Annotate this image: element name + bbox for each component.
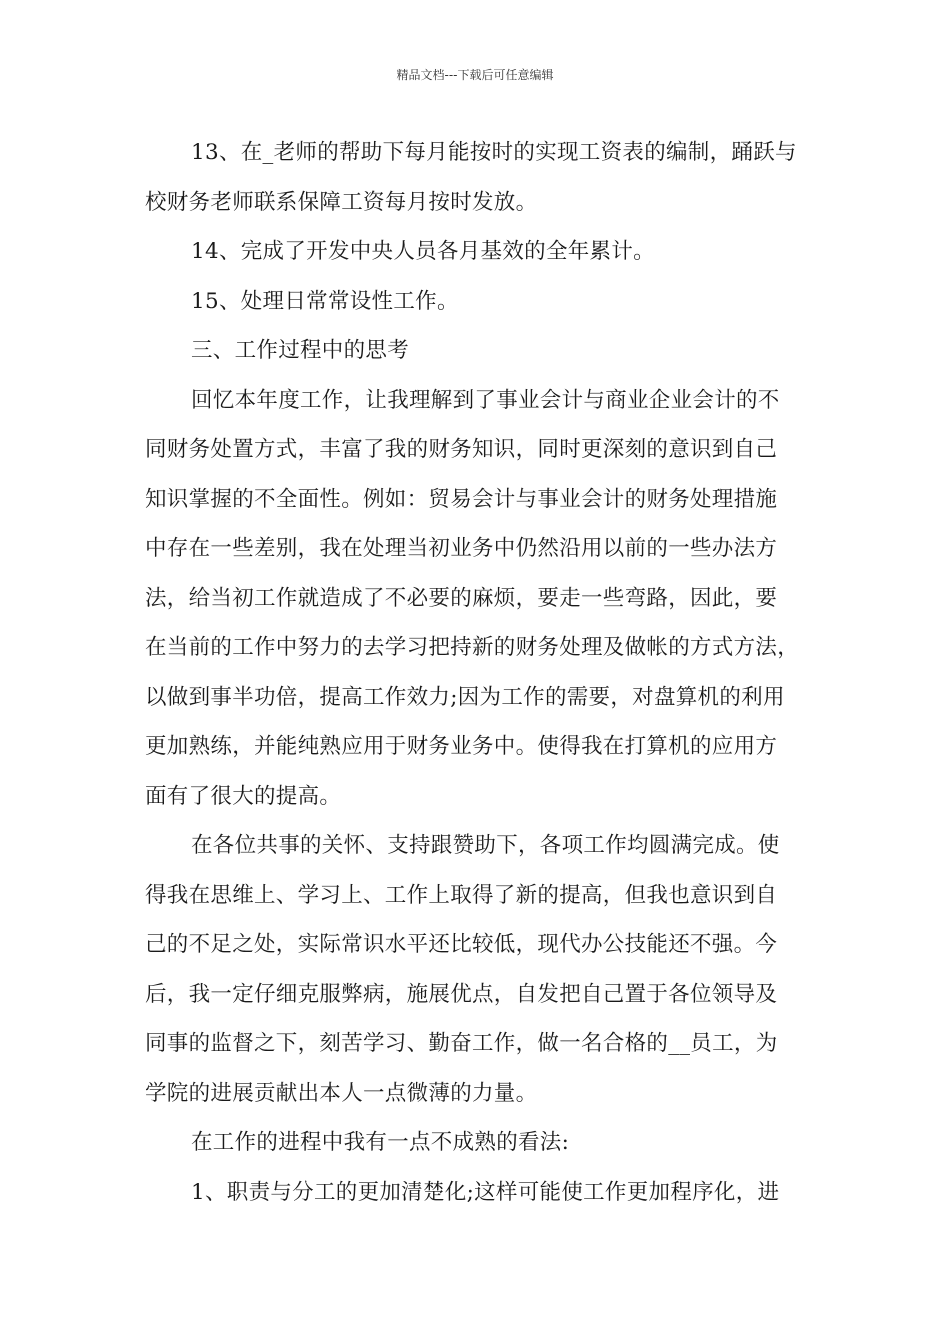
text-line: 同财务处置方式，丰富了我的财务知识，同时更深刻的意识到自己 [145,437,778,462]
section-heading: 三、工作过程中的思考 [191,338,410,363]
text-line: 15、处理日常常设性工作。 [191,288,459,314]
text-line: 己的不足之处，实际常识水平还比较低，现代办公技能还不强。今 [145,932,778,957]
text-line: 13、在_老师的帮助下每月能按时的实现工资表的编制，踊跃与 [191,140,797,165]
text-line: 同事的监督之下，刻苦学习、勤奋工作，做一名合格的__员工，为 [145,1031,778,1056]
text-line: 得我在思维上、学习上、工作上取得了新的提高，但我也意识到自 [145,882,778,908]
text-line: 更加熟练，并能纯熟应用于财务业务中。使得我在打算机的应用方 [145,734,778,759]
text-line: 校财务老师联系保障工资每月按时发放。 [145,189,538,215]
document-body [145,128,815,1217]
text-line: 后，我一定仔细克服弊病，施展优点，自发把自己置于各位领导及 [145,981,778,1007]
text-line: 中存在一些差别，我在处理当初业务中仍然沿用以前的一些办法方 [145,536,778,561]
text-line: 1、职责与分工的更加清楚化;这样可能使工作更加程序化，进 [191,1179,780,1205]
text-line: 学院的进展贡献出本人一点微薄的力量。 [145,1080,538,1106]
text-line: 14、完成了开发中央人员各月基效的全年累计。 [191,239,655,264]
text-line: 回忆本年度工作，让我理解到了事业会计与商业企业会计的不 [191,387,780,413]
text-line: 在各位共事的关怀、支持跟赞助下，各项工作均圆满完成。使 [191,833,780,858]
text-line: 知识掌握的不全面性。例如：贸易会计与事业会计的财务处理措施 [145,486,778,512]
text-line: 面有了很大的提高。 [145,783,342,809]
text-line: 在当前的工作中努力的去学习把持新的财务处理及做帐的方式方法， [145,635,800,660]
text-line: 法，给当初工作就造成了不必要的麻烦，要走一些弯路，因此，要 [145,585,778,611]
text-line: 在工作的进程中我有一点不成熟的看法: [191,1130,570,1155]
text-line: 以做到事半功倍，提高工作效力;因为工作的需要，对盘算机的利用 [145,684,785,710]
page-header: 精品文档---下载后可任意编辑 [396,68,554,82]
